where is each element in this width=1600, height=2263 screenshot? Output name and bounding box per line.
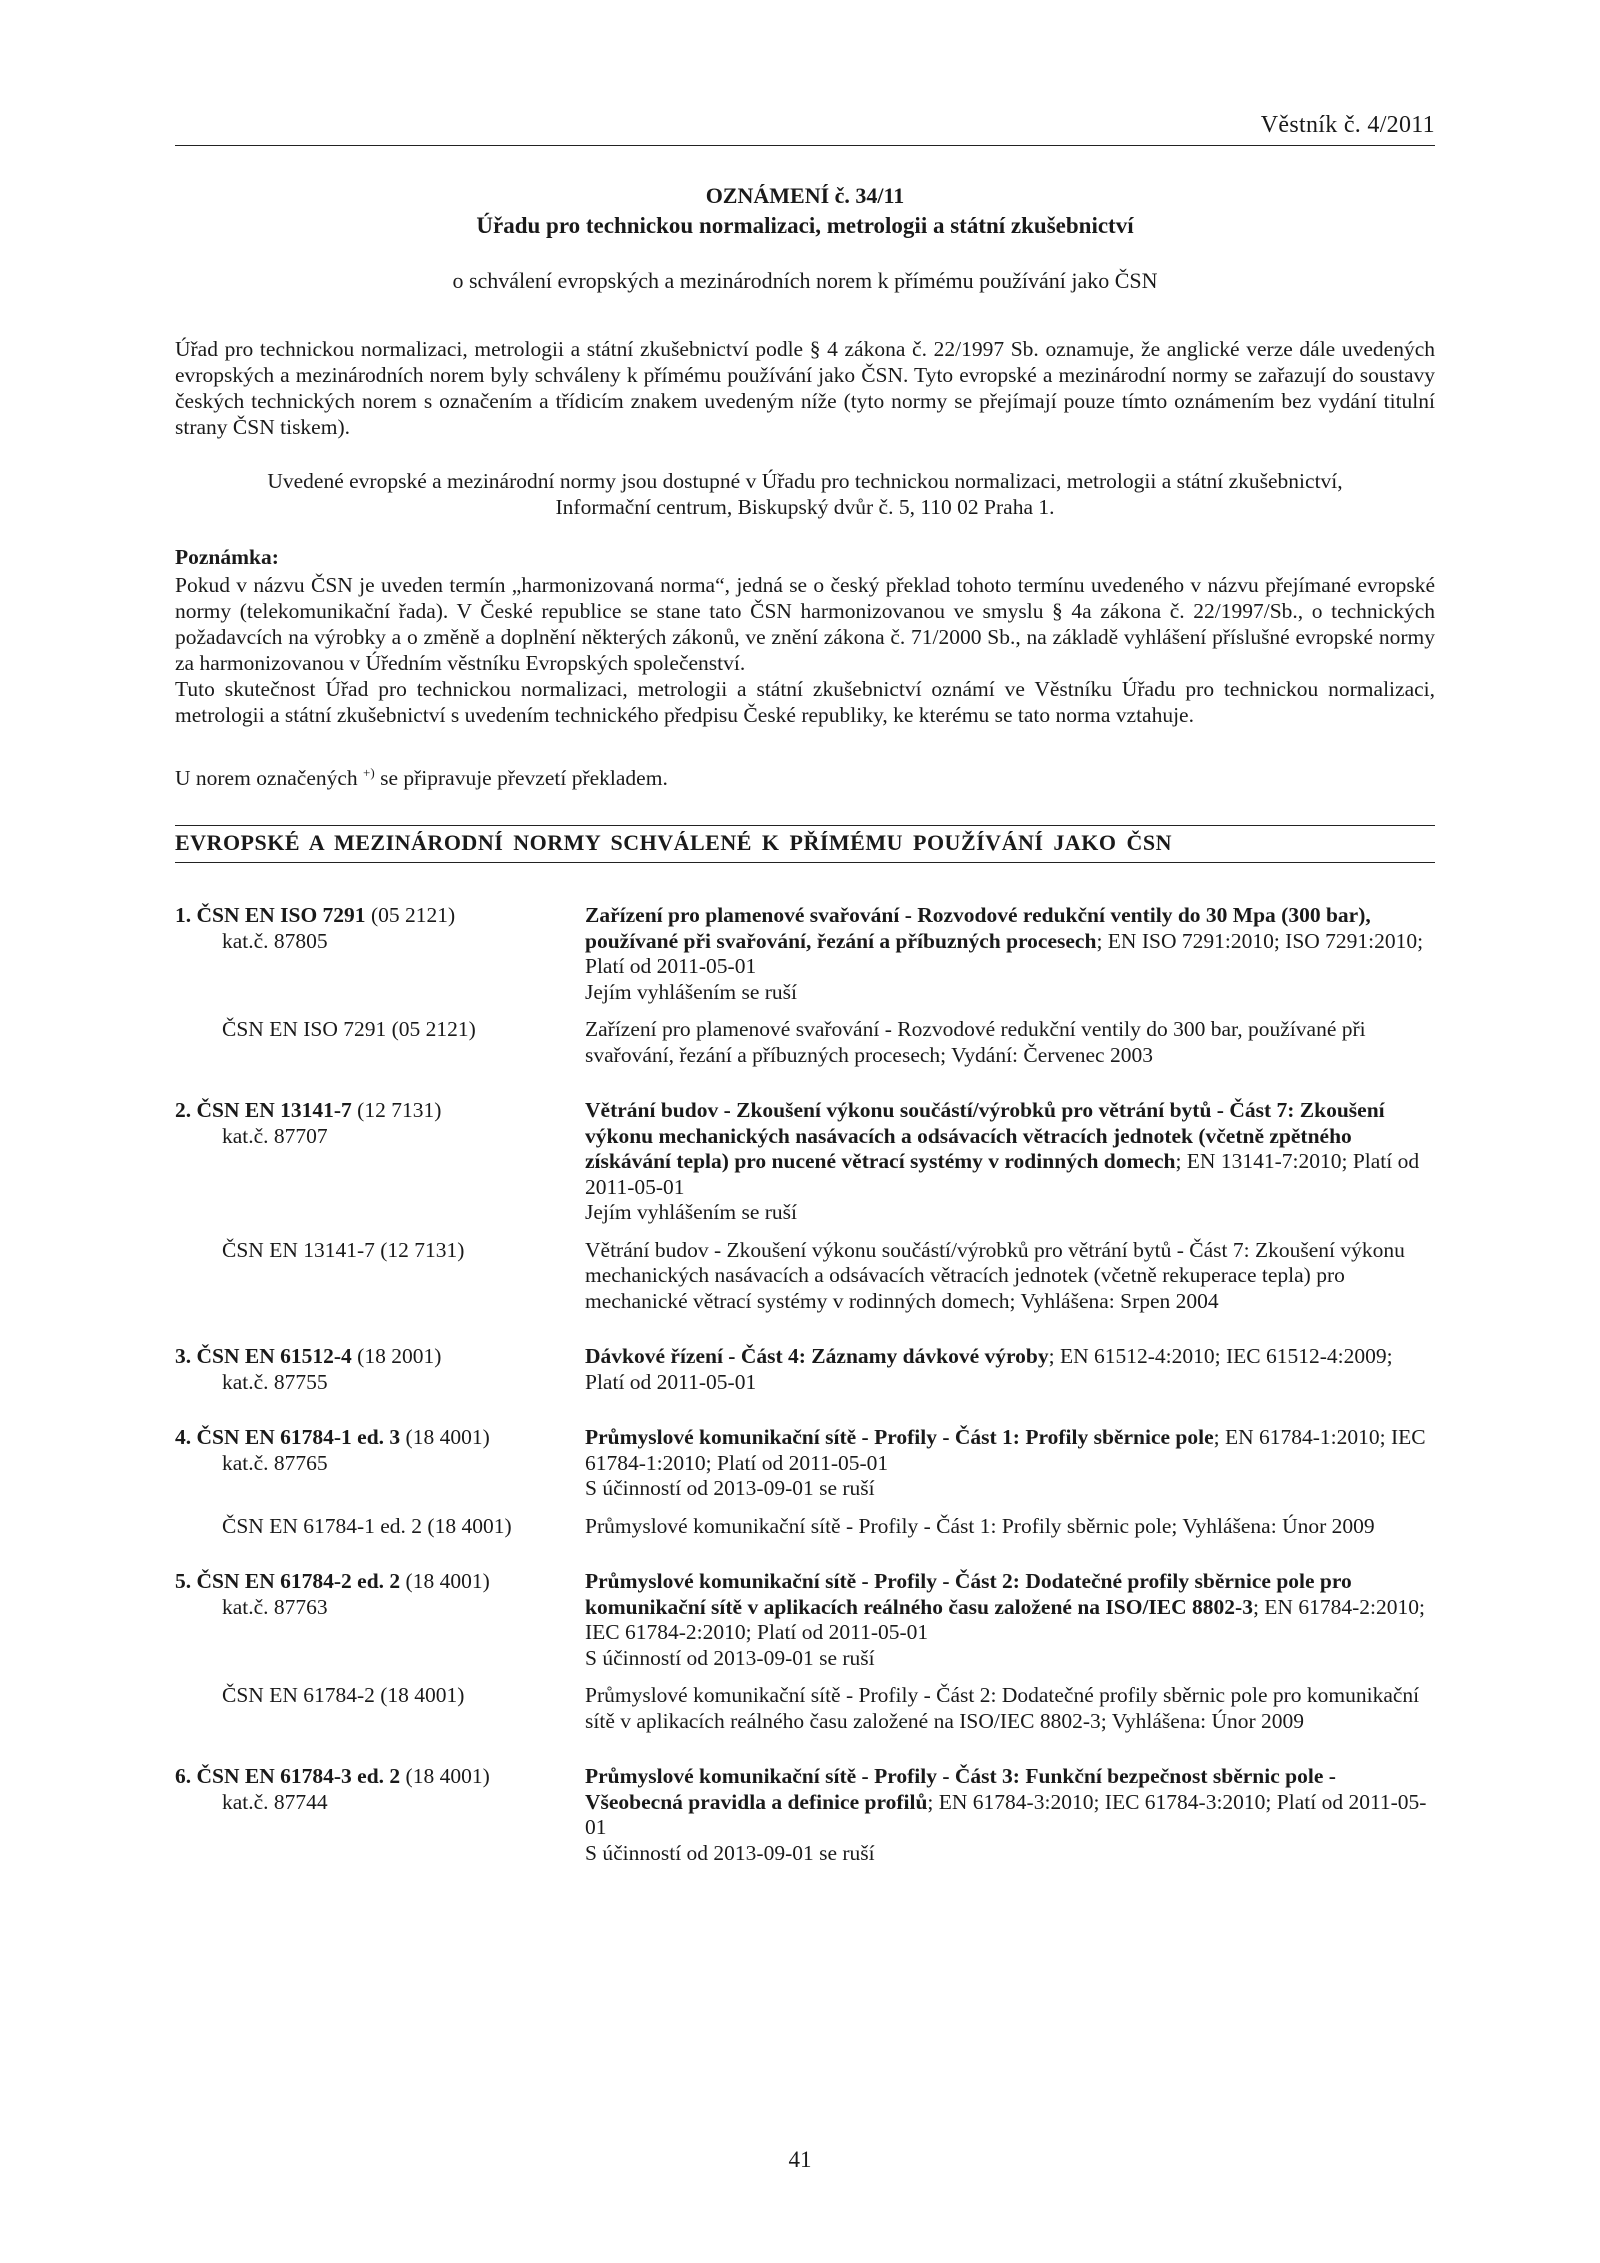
norm-title-line xyxy=(585,1425,1435,1476)
note-body xyxy=(175,572,1435,728)
norm-entry-main xyxy=(175,1764,1435,1866)
norm-title: Zařízení pro plamenové svařování - Rozvodové redukční ventily do 30 Mpa (300 bar), používané při svařování, řezání a příbuzných procesech xyxy=(585,903,1371,953)
entry-spacer xyxy=(175,1539,1435,1569)
translation-mark: +) xyxy=(363,765,375,780)
norm-entry xyxy=(175,903,1435,1068)
norm-entry-main xyxy=(175,1425,1435,1502)
translation-note xyxy=(175,760,1435,791)
entry-spacer xyxy=(175,1314,1435,1344)
replaced-norm-id: ČSN EN ISO 7291 (05 2121) xyxy=(222,1017,476,1041)
norm-details: ; EN 61784-1:2010; IEC 61784-1:2010; Platí od 2011-05-01 xyxy=(585,1425,1426,1475)
bulletin-header: Věstník č. 4/2011 xyxy=(1260,112,1435,138)
norm-list xyxy=(175,903,1435,1866)
norm-identifier xyxy=(175,1425,585,1502)
norm-status: Jejím vyhlášením se ruší xyxy=(585,1200,797,1224)
announcement-subject: o schválení evropských a mezinárodních norem k přímému používání jako ČSN xyxy=(452,268,1158,293)
section-title: EVROPSKÉ A MEZINÁRODNÍ NORMY SCHVÁLENÉ K PŘÍMÉMU POUŽÍVÁNÍ JAKO ČSN xyxy=(175,830,1173,855)
replaced-norm-description: Průmyslové komunikační sítě - Profily - Část 2: Dodatečné profily sběrnic pole pro komunikační sítě v aplikacích reálného času založené na ISO/IEC 8802-3; Vyhlášena: Únor 2009 xyxy=(585,1683,1420,1733)
norm-entry xyxy=(175,1098,1435,1314)
entry-spacer xyxy=(175,1395,1435,1425)
norm-entry-main xyxy=(175,903,1435,1005)
note-paragraph-2: Tuto skutečnost Úřad pro technickou normalizaci, metrologii a státní zkušebnictví oznámí ve Věstníku Úřadu pro technickou normalizaci, metrologii a státní zkušebnictví s uvedením technického předpisu České republiky, ke kterému se tato norma vztahuje. xyxy=(175,677,1435,727)
norm-title: Průmyslové komunikační sítě - Profily - Část 3: Funkční bezpečnost sběrnic pole - Všeobecná pravidla a definice profilů xyxy=(585,1764,1336,1814)
replaced-norm xyxy=(175,1017,1435,1068)
norm-identifier xyxy=(175,1098,585,1226)
catalog-number: kat.č. 87707 xyxy=(222,1123,328,1148)
replaced-norm-description: Průmyslové komunikační sítě - Profily - Část 1: Profily sběrnic pole; Vyhlášena: Únor 2009 xyxy=(585,1513,1375,1538)
note-heading: Poznámka: xyxy=(175,545,279,569)
norm-class-code: (05 2121) xyxy=(365,903,456,927)
announcement-office: Úřadu pro technickou normalizaci, metrologii a státní zkušebnictví xyxy=(476,213,1134,238)
norm-number-line xyxy=(175,1344,585,1370)
norm-number-line xyxy=(175,1569,585,1595)
norm-title-line xyxy=(585,1344,1435,1395)
norm-description xyxy=(585,1425,1435,1502)
section-rule-top xyxy=(175,825,1435,826)
norm-status: S účinností od 2013-09-01 se ruší xyxy=(585,1476,875,1500)
norm-class-code: (18 4001) xyxy=(400,1425,490,1449)
norm-details: ; EN 61784-3:2010; IEC 61784-3:2010; Platí od 2011-05-01 xyxy=(585,1789,1427,1839)
norm-details: ; EN ISO 7291:2010; ISO 7291:2010; Platí od 2011-05-01 xyxy=(585,928,1424,978)
norm-number-line xyxy=(175,1764,585,1790)
norm-entry-main xyxy=(175,1344,1435,1395)
section-rule-bottom xyxy=(175,862,1435,863)
norm-class-code: (18 2001) xyxy=(351,1344,442,1368)
replaced-norm xyxy=(175,1238,1435,1315)
norm-details: ; EN 61512-4:2010; IEC 61512-4:2009; Platí od 2011-05-01 xyxy=(585,1344,1393,1394)
norm-title: Průmyslové komunikační sítě - Profily - Část 2: Dodatečné profily sběrnice pole pro komunikační sítě v aplikacích reálného času založené na ISO/IEC 8802-3 xyxy=(585,1569,1352,1619)
replaced-norm-description: Zařízení pro plamenové svařování - Rozvodové redukční ventily do 300 bar, používané při svařování, řezání a příbuzných procesech; Vydání: Červenec 2003 xyxy=(585,1017,1366,1067)
norm-title: Větrání budov - Zkoušení výkonu součástí/výrobků pro větrání bytů - Část 7: Zkoušení výkonu mechanických nasávacích a odsávacích větracích jednotek (včetně zpětného získávání tepla) pro nucené větrací systémy v rodinných domech xyxy=(585,1098,1385,1173)
norm-details: ; EN 13141-7:2010; Platí od 2011-05-01 xyxy=(585,1149,1420,1199)
norm-identifier xyxy=(175,1764,585,1866)
norm-entry xyxy=(175,1569,1435,1734)
replaced-norm-description: Větrání budov - Zkoušení výkonu součástí/výrobků pro větrání bytů - Část 7: Zkoušení výkonu mechanických nasávacích a odsávacích větracích jednotek (včetně rekuperace tepla) pro mechanické větrací systémy v rodinných domech; Vyhlášena: Srpen 2004 xyxy=(585,1237,1405,1313)
intro-paragraph: Úřad pro technickou normalizaci, metrologii a státní zkušebnictví podle § 4 zákona č. 22/1997 Sb. oznamuje, že anglické verze dále uvedených evropských a mezinárodních norem byly schváleny k přímému používání jako ČSN. Tyto evropské a mezinárodní normy se zařazují do soustavy českých technických norem s označením a třídicím znakem uvedeným níže (tyto normy se přejímají pouze tímto oznámením bez vydání titulní strany ČSN tiskem). xyxy=(175,337,1435,439)
catalog-number: kat.č. 87755 xyxy=(222,1369,328,1394)
availability-line-1: Uvedené evropské a mezinárodní normy jsou dostupné v Úřadu pro technickou normalizaci, metrologii a státní zkušebnictví, xyxy=(267,469,1343,493)
norm-title-line xyxy=(585,1098,1435,1200)
norm-title-line xyxy=(585,1764,1435,1841)
norm-number: 6. ČSN EN 61784-3 ed. 2 xyxy=(175,1764,401,1788)
norm-number: 3. ČSN EN 61512-4 xyxy=(175,1344,352,1368)
replaced-norm xyxy=(175,1683,1435,1734)
norm-entry xyxy=(175,1344,1435,1395)
norm-description xyxy=(585,1344,1435,1395)
norm-status: S účinností od 2013-09-01 se ruší xyxy=(585,1840,875,1865)
replaced-norm xyxy=(175,1514,1435,1540)
norm-entry xyxy=(175,1425,1435,1539)
catalog-number: kat.č. 87744 xyxy=(222,1789,328,1814)
norm-identifier xyxy=(175,1344,585,1395)
replaced-norm-id: ČSN EN 13141-7 (12 7131) xyxy=(222,1237,465,1262)
entry-spacer xyxy=(175,1068,1435,1098)
norm-description xyxy=(585,903,1435,1005)
norm-entry-main xyxy=(175,1569,1435,1671)
norm-number-line xyxy=(175,1425,585,1451)
norm-title: Průmyslové komunikační sítě - Profily - Část 1: Profily sběrnice pole xyxy=(585,1425,1214,1449)
note-paragraph-1: Pokud v názvu ČSN je uveden termín „harmonizovaná norma“, jedná se o český překlad tohoto termínu uvedeného v názvu přejímané evropské normy (telekomunikační řada). V České republice se stane tato ČSN harmonizovanou ve smyslu § 4a zákona č. 22/1997/Sb., o technických požadavcích na výrobky a o změně a doplnění některých zákonů, ve znění zákona č. 71/2000 Sb., na základě vyhlášení příslušné evropské normy za harmonizovanou v Úředním věstníku Evropských společenství. xyxy=(175,573,1435,675)
norm-details: ; EN 61784-2:2010; IEC 61784-2:2010; Platí od 2011-05-01 xyxy=(585,1594,1425,1644)
norm-title-line xyxy=(585,903,1435,980)
norm-identifier xyxy=(175,1569,585,1671)
norm-entry xyxy=(175,1764,1435,1866)
norm-description xyxy=(585,1098,1435,1226)
availability-note xyxy=(175,468,1435,520)
norm-class-code: (18 4001) xyxy=(400,1569,490,1593)
norm-number: 4. ČSN EN 61784-1 ed. 3 xyxy=(175,1425,401,1449)
norm-entry-main xyxy=(175,1098,1435,1226)
norm-title: Dávkové řízení - Část 4: Záznamy dávkové výroby xyxy=(585,1344,1049,1368)
entry-spacer xyxy=(175,1734,1435,1764)
norm-number: 1. ČSN EN ISO 7291 xyxy=(175,903,366,927)
norm-number: 2. ČSN EN 13141-7 xyxy=(175,1098,352,1122)
norm-description xyxy=(585,1569,1435,1671)
announcement-title: OZNÁMENÍ č. 34/11 xyxy=(705,183,905,208)
page-number: 41 xyxy=(788,2147,812,2172)
replaced-norm-id: ČSN EN 61784-2 (18 4001) xyxy=(222,1683,465,1707)
translation-note-after: se připravuje převzetí překladem. xyxy=(374,766,668,791)
norm-class-code: (18 4001) xyxy=(400,1764,490,1788)
translation-note-before: U norem označených xyxy=(175,766,364,791)
norm-number-line xyxy=(175,903,585,929)
replaced-norm-id: ČSN EN 61784-1 ed. 2 (18 4001) xyxy=(222,1513,512,1538)
norm-number: 5. ČSN EN 61784-2 ed. 2 xyxy=(175,1569,401,1593)
norm-description xyxy=(585,1764,1435,1866)
norm-class-code: (12 7131) xyxy=(351,1098,442,1122)
catalog-number: kat.č. 87765 xyxy=(222,1450,328,1475)
norm-status: S účinností od 2013-09-01 se ruší xyxy=(585,1645,875,1670)
norm-number-line xyxy=(175,1098,585,1124)
norm-status: Jejím vyhlášením se ruší xyxy=(585,979,797,1004)
header-rule xyxy=(175,145,1435,146)
catalog-number: kat.č. 87763 xyxy=(222,1594,328,1619)
catalog-number: kat.č. 87805 xyxy=(222,928,328,953)
norm-title-line xyxy=(585,1569,1435,1646)
norm-identifier xyxy=(175,903,585,1005)
availability-line-2: Informační centrum, Biskupský dvůr č. 5, 110 02 Praha 1. xyxy=(555,495,1055,519)
